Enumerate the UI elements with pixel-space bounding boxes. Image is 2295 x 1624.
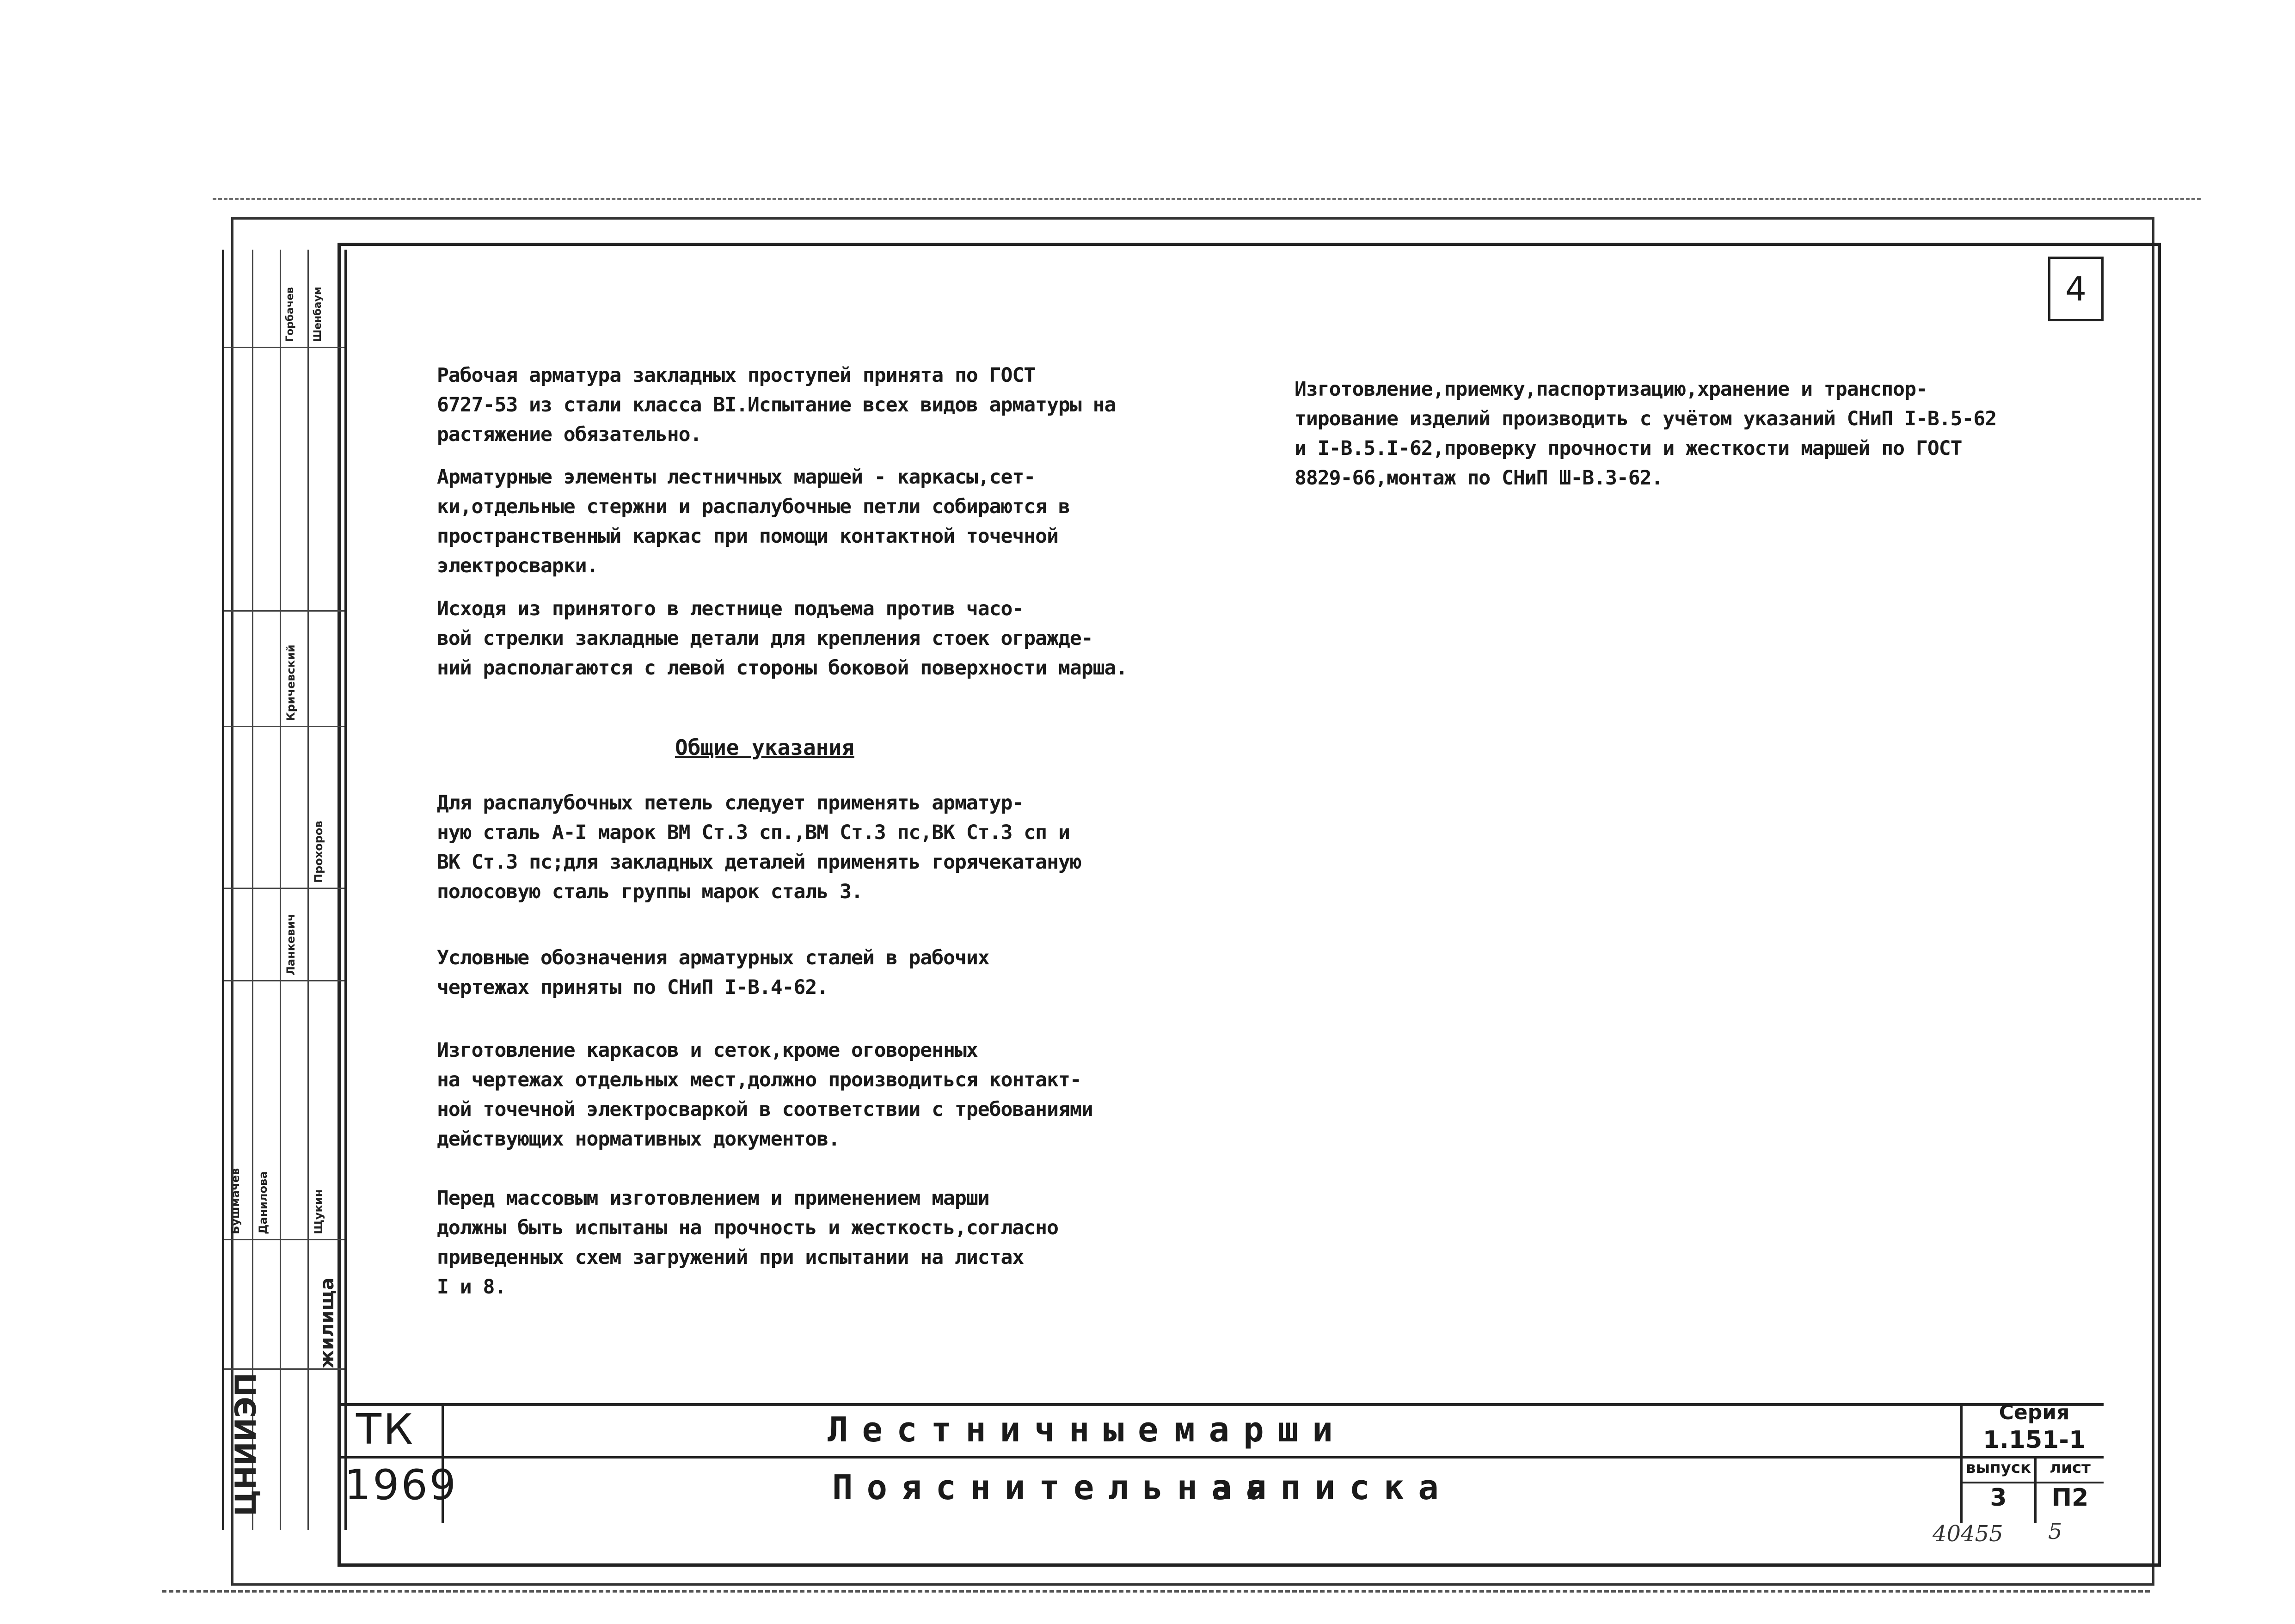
issue-value: 3: [1990, 1484, 2007, 1512]
strip-row-line: [224, 888, 344, 889]
paragraph: Арматурные элементы лестничных маршей - каркасы,сет- ки,отдельные стержни и распалубочные петли собираются в пространственный каркас при помощи контактной точечной электросварки.: [437, 466, 1070, 577]
title-block-divider: [338, 1456, 2104, 1459]
strip-row-line: [224, 347, 344, 348]
top-dashed-line: [213, 198, 2201, 200]
strip-row-line: [224, 980, 344, 981]
stamp-name: Кричевский: [284, 644, 297, 721]
paragraph: Рабочая арматура закладных проступей принята по ГОСТ 6727-53 из стали класса BI.Испытание всех видов арматуры на растяжение обязательно.: [437, 364, 1116, 446]
paragraph: Условные обозначения арматурных сталей в рабочих чертежах приняты по СНиП I-В.4-62.: [437, 946, 989, 999]
sheet-label: лист: [2050, 1459, 2091, 1477]
paragraph: Изготовление каркасов и сеток,кроме оговоренных на чертежах отдельных мест,должно производиться контакт- ной точечной электросваркой в соответствии с требованиями действующих нормативных документов.: [437, 1039, 1093, 1151]
inventory-number: 40455: [1933, 1521, 2003, 1547]
year: 1969: [344, 1461, 458, 1509]
strip-row-line: [224, 1368, 344, 1370]
series-label: Серия: [1999, 1401, 2070, 1424]
corner-sheet-number: 4: [2048, 257, 2104, 321]
title-line1-word2: марши: [1174, 1410, 1347, 1450]
paragraph: Изготовление,приемку,паспортизацию,хранение и транспор- тирование изделий производить с учётом указаний СНиП I-В.5-62 и I-В.5.I-62,проверку прочности и жесткости маршей по ГОСТ 8829-66,монтаж по СНиП Ш-В.3-62.: [1295, 378, 1997, 490]
stamp-name: Шенбаум: [312, 287, 324, 342]
stamp-name: Данилова: [257, 1171, 270, 1234]
paragraph: Перед массовым изготовлением и применением марши должны быть испытаны на прочность и жесткость,согласно приведенных схем загружений при испытании на листах I и 8.: [437, 1187, 1058, 1299]
org-code: ТК: [356, 1405, 415, 1454]
institute-subtitle: жилища: [317, 1277, 338, 1368]
title-line2-word2: записка: [1211, 1468, 1453, 1508]
strip-divider: [280, 250, 281, 1530]
section-heading: Общие указания: [675, 735, 854, 760]
strip-row-line: [224, 1239, 344, 1240]
page-number: 5: [2048, 1519, 2062, 1544]
stamp-name: Бушмачев: [229, 1168, 242, 1234]
bottom-dashed-line: [162, 1590, 2150, 1593]
strip-row-line: [224, 610, 344, 612]
institute-name: ЦНИИЭП: [229, 1373, 263, 1516]
title-block-divider: [1960, 1482, 2104, 1483]
stamp-name: Щукин: [312, 1189, 325, 1234]
title-line2-word1: Пояснительная: [832, 1468, 1281, 1508]
title-line1-word1: Лестничные: [828, 1410, 1172, 1450]
stamp-name: Ланкевич: [284, 913, 297, 975]
sheet-value: П2: [2051, 1484, 2089, 1512]
stamp-strip: [222, 250, 347, 1530]
stamp-name: Прохоров: [312, 821, 325, 883]
paragraph: Исходя из принятого в лестнице подъема против часо- вой стрелки закладные детали для крепления стоек огражде- ний располагаются с левой стороны боковой поверхности марша.: [437, 597, 1128, 680]
strip-divider: [307, 250, 309, 1530]
issue-label: выпуск: [1965, 1459, 2031, 1477]
strip-row-line: [224, 726, 344, 727]
strip-divider: [252, 250, 253, 1530]
paragraph: Для распалубочных петель следует применять арматур- ную сталь А-I марок ВМ Ст.3 сп.,ВМ Ст.3 пс,ВК Ст.3 сп и ВК Ст.3 пс;для закладных деталей применять горячекатаную полосовую сталь группы марок сталь 3.: [437, 791, 1081, 903]
stamp-name: Горбачев: [284, 287, 296, 342]
series-value: 1.151-1: [1982, 1426, 2086, 1454]
